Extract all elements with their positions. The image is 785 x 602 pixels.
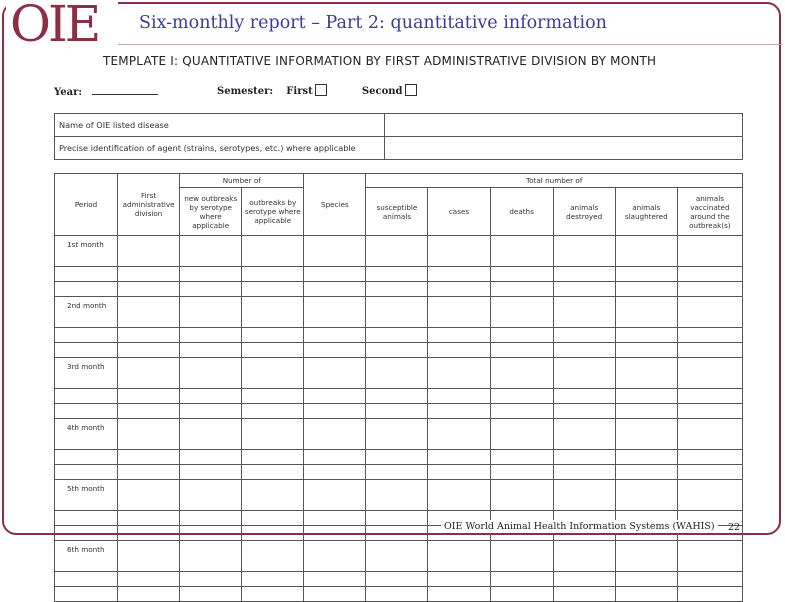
month-row	[55, 328, 743, 343]
data-cell[interactable]	[677, 267, 742, 282]
data-cell[interactable]	[242, 343, 304, 358]
data-cell[interactable]	[242, 587, 304, 602]
data-cell[interactable]	[428, 389, 490, 404]
month-row	[55, 465, 743, 480]
data-cell[interactable]	[428, 297, 490, 328]
data-cell[interactable]	[490, 465, 553, 480]
data-cell[interactable]	[677, 282, 742, 297]
month-row	[55, 541, 743, 572]
data-cell[interactable]	[366, 358, 428, 389]
data-cell[interactable]	[118, 511, 180, 526]
data-cell[interactable]	[304, 389, 366, 404]
month-row	[55, 572, 743, 587]
data-cell[interactable]	[118, 282, 180, 297]
vaccinated-header: animals vaccinated around the outbreak(s)	[677, 188, 742, 236]
data-cell[interactable]	[180, 389, 242, 404]
data-cell[interactable]	[615, 343, 677, 358]
data-cell[interactable]	[490, 297, 553, 328]
data-cell[interactable]	[118, 267, 180, 282]
data-cell[interactable]	[304, 419, 366, 450]
month-label: 4th month	[55, 419, 118, 450]
data-cell[interactable]	[615, 572, 677, 587]
month-row	[55, 389, 743, 404]
footer-text: OIE World Animal Health Information Systems (WAHIS)	[441, 520, 718, 533]
data-cell[interactable]	[304, 297, 366, 328]
data-cell[interactable]	[615, 358, 677, 389]
slide-title: Six-monthly report – Part 2: quantitative information	[139, 13, 607, 33]
data-cell[interactable]	[366, 465, 428, 480]
data-cell[interactable]	[366, 267, 428, 282]
page-number: 22	[728, 522, 741, 533]
data-cell[interactable]	[553, 358, 615, 389]
data-cell[interactable]	[118, 358, 180, 389]
first-admin-header: First administrative division	[118, 174, 180, 236]
data-cell[interactable]	[180, 465, 242, 480]
data-cell[interactable]	[428, 480, 490, 511]
data-cell[interactable]	[366, 572, 428, 587]
month-cell	[55, 389, 118, 404]
month-row	[55, 358, 743, 389]
data-cell[interactable]	[490, 267, 553, 282]
header-group-row	[55, 174, 743, 188]
data-cell[interactable]	[366, 541, 428, 572]
data-cell[interactable]	[490, 480, 553, 511]
susceptible-header: susceptible animals	[366, 188, 428, 236]
data-cell[interactable]	[553, 587, 615, 602]
data-cell[interactable]	[615, 465, 677, 480]
data-cell[interactable]	[366, 526, 428, 541]
data-cell[interactable]	[428, 328, 490, 343]
data-cell[interactable]	[553, 572, 615, 587]
data-cell[interactable]	[242, 419, 304, 450]
data-cell[interactable]	[553, 297, 615, 328]
year-label: Year:	[54, 87, 83, 98]
data-cell[interactable]	[428, 282, 490, 297]
data-cell[interactable]	[118, 450, 180, 465]
data-cell[interactable]	[304, 404, 366, 419]
data-cell[interactable]	[553, 282, 615, 297]
data-cell[interactable]	[366, 419, 428, 450]
data-cell[interactable]	[304, 267, 366, 282]
month-row	[55, 404, 743, 419]
data-cell[interactable]	[677, 572, 742, 587]
month-label: 6th month	[55, 541, 118, 572]
data-cell[interactable]	[615, 541, 677, 572]
data-cell[interactable]	[366, 343, 428, 358]
data-cell[interactable]	[428, 419, 490, 450]
data-cell[interactable]	[242, 404, 304, 419]
data-cell[interactable]	[490, 343, 553, 358]
data-cell[interactable]	[366, 450, 428, 465]
data-cell[interactable]	[180, 541, 242, 572]
month-label: 2nd month	[55, 297, 118, 328]
new-outbreaks-header: new outbreaks by serotype where applicable	[180, 188, 242, 236]
data-cell[interactable]	[490, 450, 553, 465]
data-cell[interactable]	[118, 480, 180, 511]
data-cell[interactable]	[615, 297, 677, 328]
month-row	[55, 419, 743, 450]
data-cell[interactable]	[677, 236, 742, 267]
data-cell[interactable]	[677, 450, 742, 465]
month-cell	[55, 450, 118, 465]
data-cell[interactable]	[180, 282, 242, 297]
data-cell[interactable]	[180, 450, 242, 465]
data-cell[interactable]	[118, 587, 180, 602]
slaughtered-header: animals slaughtered	[615, 188, 677, 236]
data-cell[interactable]	[677, 297, 742, 328]
data-cell[interactable]	[304, 450, 366, 465]
data-cell[interactable]	[428, 572, 490, 587]
data-cell[interactable]	[118, 541, 180, 572]
header-divider	[118, 44, 782, 45]
month-cell	[55, 526, 118, 541]
data-cell[interactable]	[242, 511, 304, 526]
data-cell[interactable]	[490, 236, 553, 267]
data-cell[interactable]	[677, 419, 742, 450]
data-cell[interactable]	[366, 328, 428, 343]
data-cell[interactable]	[553, 541, 615, 572]
second-label: Second	[361, 86, 403, 97]
data-cell[interactable]	[242, 450, 304, 465]
data-cell[interactable]	[242, 465, 304, 480]
species-header: Species	[304, 174, 366, 236]
data-cell[interactable]	[366, 389, 428, 404]
data-cell[interactable]	[242, 267, 304, 282]
data-cell[interactable]	[242, 282, 304, 297]
total-number-of-header: Total number of	[366, 174, 743, 188]
semester-field	[217, 84, 417, 97]
data-cell[interactable]	[366, 236, 428, 267]
month-cell	[55, 465, 118, 480]
data-cell[interactable]	[553, 480, 615, 511]
month-row	[55, 450, 743, 465]
data-cell[interactable]	[180, 404, 242, 419]
data-cell[interactable]	[615, 419, 677, 450]
data-cell[interactable]	[677, 328, 742, 343]
month-cell	[55, 511, 118, 526]
agent-input[interactable]	[385, 137, 743, 160]
data-cell[interactable]	[490, 389, 553, 404]
agent-label: Precise identification of agent (strains, serotypes, etc.) where applicable	[55, 137, 385, 160]
data-cell[interactable]	[304, 587, 366, 602]
month-cell	[55, 282, 118, 297]
data-cell[interactable]	[180, 511, 242, 526]
data-cell[interactable]	[180, 419, 242, 450]
disease-name-input[interactable]	[385, 114, 743, 137]
data-cell[interactable]	[490, 328, 553, 343]
data-cell[interactable]	[428, 267, 490, 282]
month-row	[55, 236, 743, 267]
data-cell[interactable]	[180, 572, 242, 587]
data-cell[interactable]	[304, 465, 366, 480]
data-cell[interactable]	[677, 343, 742, 358]
month-label: 1st month	[55, 236, 118, 267]
data-cell[interactable]	[366, 587, 428, 602]
quantitative-table	[54, 173, 743, 602]
semester-label: Semester:	[217, 86, 274, 97]
data-cell[interactable]	[118, 572, 180, 587]
data-cell[interactable]	[180, 358, 242, 389]
data-cell[interactable]	[428, 343, 490, 358]
year-field[interactable]	[54, 84, 158, 98]
data-cell[interactable]	[615, 328, 677, 343]
data-cell[interactable]	[118, 389, 180, 404]
data-cell[interactable]	[490, 358, 553, 389]
month-row	[55, 343, 743, 358]
data-cell[interactable]	[304, 480, 366, 511]
data-cell[interactable]	[553, 419, 615, 450]
data-cell[interactable]	[180, 343, 242, 358]
agent-row	[55, 137, 743, 160]
data-cell[interactable]	[428, 465, 490, 480]
second-checkbox[interactable]	[405, 84, 417, 96]
data-cell[interactable]	[304, 236, 366, 267]
data-cell[interactable]	[304, 541, 366, 572]
data-cell[interactable]	[428, 541, 490, 572]
first-checkbox[interactable]	[315, 84, 327, 96]
data-cell[interactable]	[553, 465, 615, 480]
data-cell[interactable]	[180, 236, 242, 267]
data-cell[interactable]	[118, 297, 180, 328]
deaths-header: deaths	[490, 188, 553, 236]
month-row	[55, 282, 743, 297]
data-cell[interactable]	[366, 480, 428, 511]
data-cell[interactable]	[553, 267, 615, 282]
cases-header: cases	[428, 188, 490, 236]
data-cell[interactable]	[242, 541, 304, 572]
data-cell[interactable]	[304, 511, 366, 526]
first-label: First	[286, 86, 313, 97]
data-cell[interactable]	[118, 419, 180, 450]
data-cell[interactable]	[615, 587, 677, 602]
data-cell[interactable]	[366, 297, 428, 328]
month-cell	[55, 328, 118, 343]
data-cell[interactable]	[242, 526, 304, 541]
data-cell[interactable]	[553, 328, 615, 343]
data-cell[interactable]	[118, 404, 180, 419]
month-cell	[55, 343, 118, 358]
data-cell[interactable]	[615, 267, 677, 282]
data-cell[interactable]	[242, 328, 304, 343]
data-cell[interactable]	[180, 480, 242, 511]
destroyed-header: animals destroyed	[553, 188, 615, 236]
data-cell[interactable]	[615, 480, 677, 511]
data-cell[interactable]	[677, 389, 742, 404]
data-cell[interactable]	[242, 236, 304, 267]
disease-info-table	[54, 113, 743, 160]
month-row	[55, 587, 743, 602]
data-cell[interactable]	[677, 480, 742, 511]
month-row	[55, 480, 743, 511]
data-cell[interactable]	[118, 526, 180, 541]
data-cell[interactable]	[490, 541, 553, 572]
month-label: 5th month	[55, 480, 118, 511]
data-cell[interactable]	[428, 450, 490, 465]
data-cell[interactable]	[180, 328, 242, 343]
data-cell[interactable]	[490, 282, 553, 297]
data-cell[interactable]	[615, 450, 677, 465]
data-cell[interactable]	[490, 587, 553, 602]
template-title: TEMPLATE I: QUANTITATIVE INFORMATION BY FIRST ADMINISTRATIVE DIVISION BY MONTH	[103, 54, 657, 68]
data-cell[interactable]	[553, 450, 615, 465]
data-cell[interactable]	[615, 389, 677, 404]
data-cell[interactable]	[242, 480, 304, 511]
logo-text: OIE	[10, 0, 99, 53]
data-cell[interactable]	[180, 267, 242, 282]
data-cell[interactable]	[366, 511, 428, 526]
data-cell[interactable]	[118, 465, 180, 480]
month-cell	[55, 404, 118, 419]
data-cell[interactable]	[553, 389, 615, 404]
month-row	[55, 297, 743, 328]
month-cell	[55, 587, 118, 602]
data-cell[interactable]	[553, 236, 615, 267]
data-cell[interactable]	[242, 572, 304, 587]
data-cell[interactable]	[677, 541, 742, 572]
data-cell[interactable]	[242, 358, 304, 389]
data-cell[interactable]	[366, 404, 428, 419]
data-cell[interactable]	[304, 282, 366, 297]
number-of-header: Number of	[180, 174, 304, 188]
data-cell[interactable]	[366, 282, 428, 297]
data-cell[interactable]	[242, 389, 304, 404]
data-cell[interactable]	[677, 587, 742, 602]
data-cell[interactable]	[615, 282, 677, 297]
data-cell[interactable]	[304, 343, 366, 358]
data-cell[interactable]	[180, 587, 242, 602]
data-cell[interactable]	[304, 526, 366, 541]
data-cell[interactable]	[490, 419, 553, 450]
data-cell[interactable]	[304, 572, 366, 587]
data-cell[interactable]	[677, 358, 742, 389]
year-input[interactable]	[92, 84, 158, 95]
data-cell[interactable]	[428, 236, 490, 267]
disease-name-label: Name of OIE listed disease	[55, 114, 385, 137]
oie-logo	[6, 0, 118, 52]
data-cell[interactable]	[615, 236, 677, 267]
data-cell[interactable]	[490, 404, 553, 419]
data-cell[interactable]	[304, 358, 366, 389]
disease-name-row	[55, 114, 743, 137]
data-cell[interactable]	[180, 297, 242, 328]
data-cell[interactable]	[118, 236, 180, 267]
data-cell[interactable]	[677, 404, 742, 419]
data-cell[interactable]	[428, 358, 490, 389]
outbreaks-serotype-header: outbreaks by serotype where applicable	[242, 188, 304, 236]
period-header: Period	[55, 174, 118, 236]
data-cell[interactable]	[304, 328, 366, 343]
data-cell[interactable]	[490, 572, 553, 587]
data-cell[interactable]	[553, 404, 615, 419]
data-cell[interactable]	[118, 328, 180, 343]
data-cell[interactable]	[428, 587, 490, 602]
data-cell[interactable]	[180, 526, 242, 541]
data-cell[interactable]	[677, 465, 742, 480]
data-cell[interactable]	[553, 343, 615, 358]
data-cell[interactable]	[615, 404, 677, 419]
month-row	[55, 267, 743, 282]
data-cell[interactable]	[428, 404, 490, 419]
month-cell	[55, 267, 118, 282]
month-cell	[55, 572, 118, 587]
month-label: 3rd month	[55, 358, 118, 389]
data-cell[interactable]	[242, 297, 304, 328]
data-cell[interactable]	[118, 343, 180, 358]
